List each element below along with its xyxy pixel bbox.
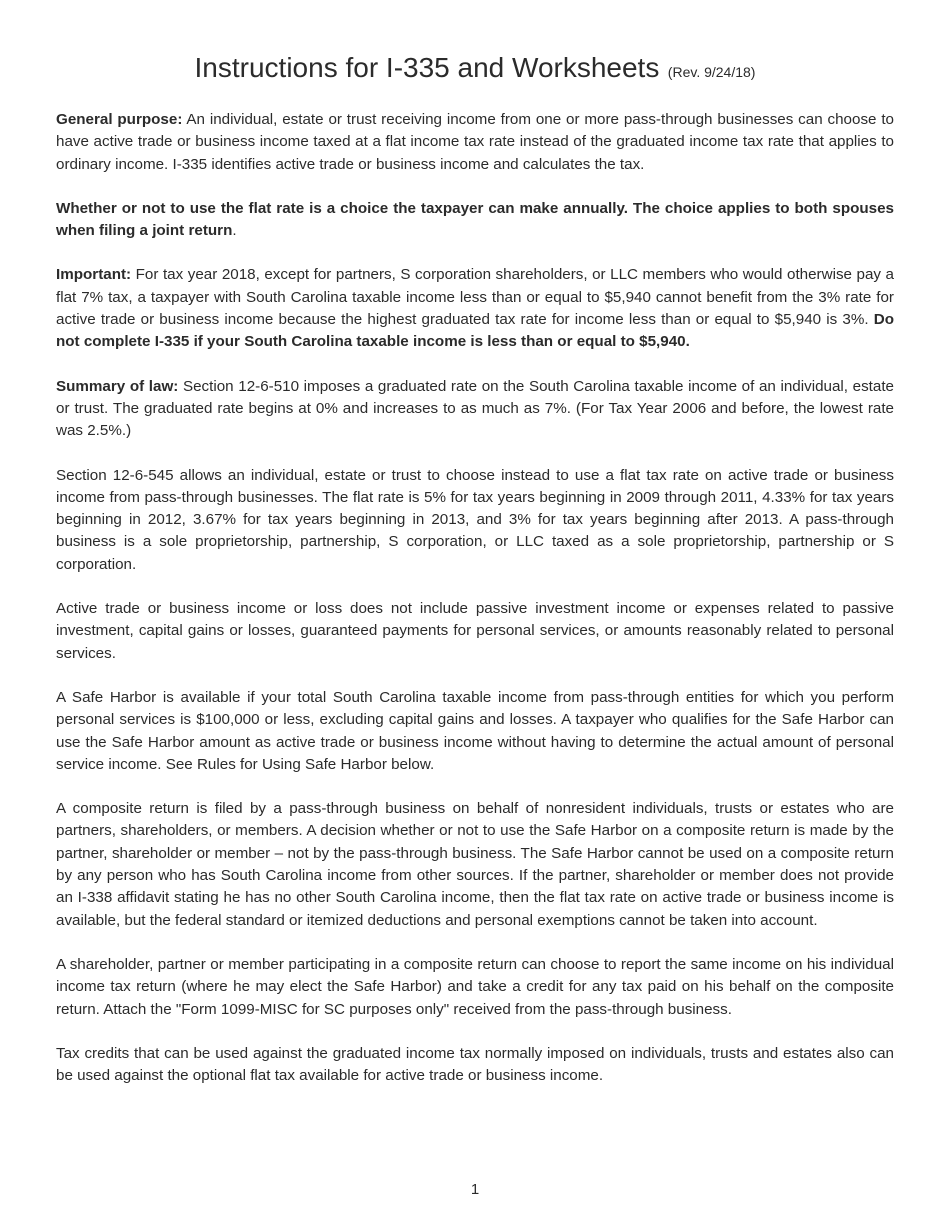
important-text: For tax year 2018, except for partners, S corporation shareholders, or LLC members who would otherwise pay a flat 7% tax, a taxpayer with South Carolina taxable income less than or equal to $5,940 cannot benefit from the 3% rate for active trade or business income because the highest graduated tax rate for income less than or equal to $5,940 is 3%.: [56, 266, 894, 329]
important-label: Important:: [56, 266, 132, 284]
choice-bold-text: Whether or not to use the flat rate is a choice the taxpayer can make annually. The choice applies to both spouses when filing a joint return: [56, 199, 894, 240]
paragraph-shareholder: A shareholder, partner or member participating in a composite return can choose to report the same income on his individual income tax return (where he may elect the Safe Harbor) and take a credit for any tax paid on his behalf on the composite return. Attach the "Form 1099-MISC for SC purposes only" received from the pass-through business.: [56, 955, 894, 1018]
paragraph-summary-of-law: [56, 376, 894, 443]
general-purpose-label: General purpose:: [56, 111, 183, 128]
document-title: Instructions for I-335 and Worksheets: [194, 52, 660, 83]
paragraph-composite-return: A composite return is filed by a pass-through business on behalf of nonresident individuals, trusts or estates who are partners, shareholders, or members. A decision whether or not to use the Safe Harbor on a composite return is made by the partner, shareholder or member – not by the pass-through business. The Safe Harbor cannot be used on a composite return by any person who has South Carolina income from other sources. If the partner, shareholder or member does not provide an I-338 affidavit stating he has no other South Carolina income, then the flat tax rate on active trade or business income is available, but the federal standard or itemized deductions and personal exemptions cannot be taken into account.: [56, 800, 894, 929]
general-purpose-text: An individual, estate or trust receiving income from one or more pass-through businesses can choose to have active trade or business income taxed at a flat income tax rate instead of the graduated income tax rate that applies to ordinary income. I-335 identifies active trade or business income and calculates the tax.: [56, 111, 895, 173]
paragraph-general-purpose: [56, 109, 894, 176]
paragraph-important: [56, 264, 894, 353]
summary-label: Summary of law:: [56, 377, 179, 395]
document-page: [56, 48, 894, 1109]
paragraph-section-545: Section 12-6-545 allows an individual, estate or trust to choose instead to use a flat tax rate on active trade or business income from pass-through businesses. The flat rate is 5% for tax years beginning in 2009 through 2011, 4.33% for tax years beginning in 2012, 3.67% for tax years beginning in 2013, and 3% for tax years beginning after 2013. A pass-through business is a sole proprietorship, partnership, S corporation, or LLC taxed as a sole proprietorship, partnership or S corporation.: [56, 466, 894, 573]
paragraph-tax-credits: Tax credits that can be used against the graduated income tax normally imposed on individuals, trusts and estates also can be used against the optional flat tax available for active trade or business income.: [56, 1044, 894, 1085]
page-number: 1: [470, 1181, 480, 1198]
summary-text: Section 12-6-510 imposes a graduated rate on the South Carolina taxable income of an individual, estate or trust. The graduated rate begins at 0% and increases to as much as 7%. (For Tax Year 2006 and before, the lowest rate was 2.5%.): [56, 377, 895, 440]
important-bold-tail: Do not complete I-335 if your South Carolina taxable income is less than or equal to $5,940.: [56, 311, 894, 351]
paragraph-safe-harbor: A Safe Harbor is available if your total South Carolina taxable income from pass-through entities for which you perform personal services is $100,000 or less, excluding capital gains and losses. A taxpayer who qualifies for the Safe Harbor can use the Safe Harbor amount as active trade or business income without having to determine the actual amount of personal service income. See Rules for Using Safe Harbor below.: [56, 688, 894, 773]
paragraph-choice: [56, 198, 894, 243]
document-header: [56, 48, 894, 93]
revision-date: (Rev. 9/24/18): [667, 64, 756, 80]
choice-tail: .: [232, 222, 237, 240]
paragraph-active-income: Active trade or business income or loss does not include passive investment income or expenses related to passive investment, capital gains or losses, guaranteed payments for personal services, or amounts reasonably related to personal services.: [56, 600, 894, 662]
